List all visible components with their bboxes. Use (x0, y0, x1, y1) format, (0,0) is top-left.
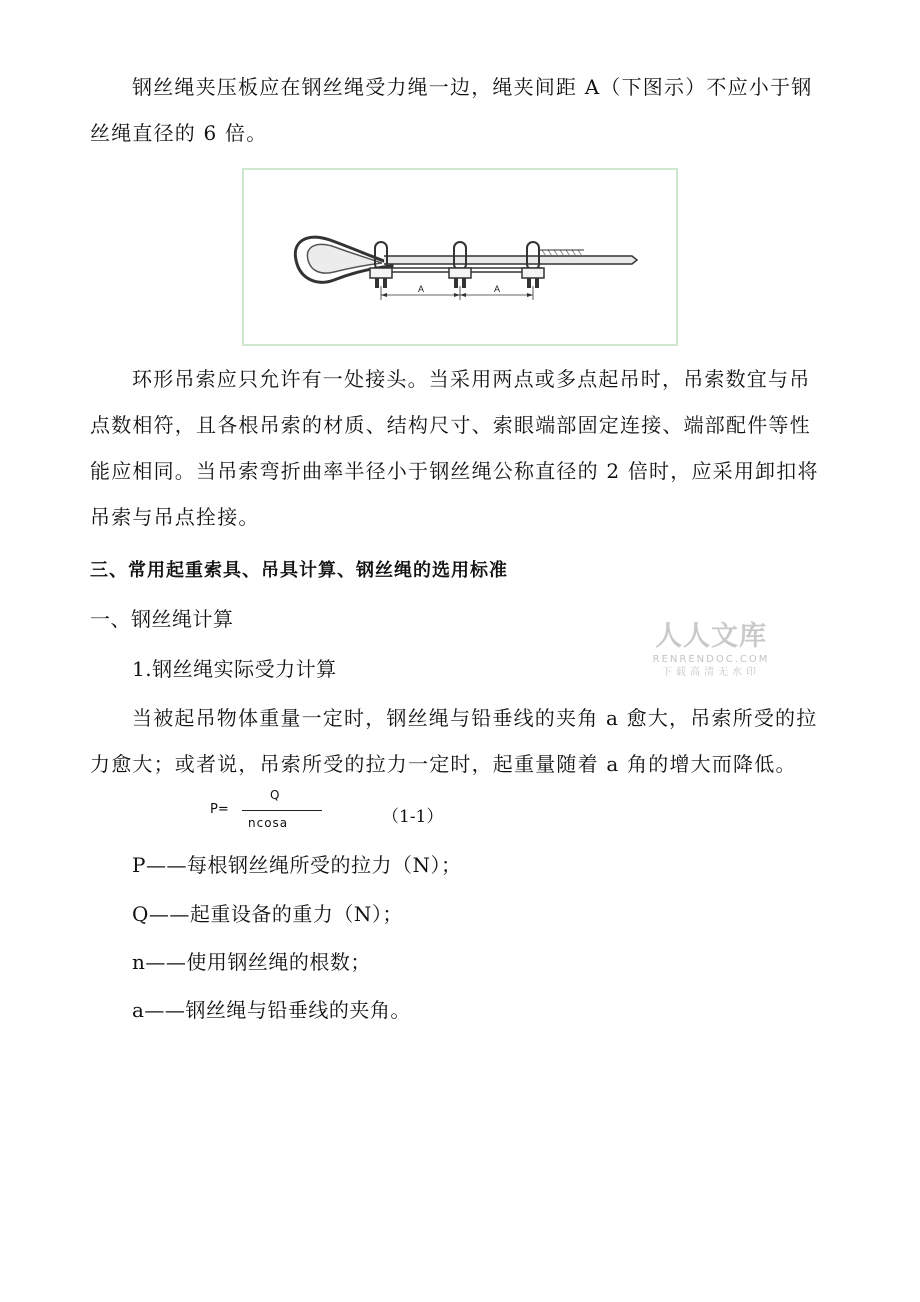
dimension-label-a1: A (418, 284, 425, 294)
text-line: 钢丝绳夹压板应在钢丝绳受力绳一边，绳夹间距 A（下图示）不应小于钢 (132, 75, 813, 99)
paragraph-clamp-rule (90, 64, 830, 156)
text-line: 力愈大；或者说，吊索所受的拉力一定时，起重量随着 a 角的增大而降低。 (90, 752, 797, 776)
watermark-domain: RENRENDOC.COM (652, 654, 770, 665)
formula-lhs: P= (210, 802, 229, 817)
definition-item: a——钢丝绳与铅垂线的夹角。 (132, 998, 411, 1022)
watermark-slogan: 下载高清无水印 (662, 667, 760, 678)
formula-numerator: Q (270, 788, 280, 802)
watermark (646, 620, 776, 686)
section-heading: 三、常用起重索具、吊具计算、钢丝绳的选用标准 (90, 560, 508, 581)
text-line: 丝绳直径的 6 倍。 (90, 121, 268, 145)
subsubsection-heading: 1.钢丝绳实际受力计算 (132, 657, 337, 681)
text-line: 环形吊索应只允许有一处接头。当采用两点或多点起吊时，吊索数宜与吊 (132, 367, 811, 391)
formula-tag: （1-1） (382, 807, 444, 827)
formula-1-1 (210, 790, 470, 840)
dimension-label-a2: A (494, 284, 501, 294)
text-line: 能应相同。当吊索弯折曲率半径小于钢丝绳公称直径的 2 倍时，应采用卸扣将 (90, 459, 819, 483)
text-line: 点数相符，且各根吊索的材质、结构尺寸、索眼端部固定连接、端部配件等性 (90, 413, 811, 437)
watermark-title: 人人文库 (655, 621, 767, 652)
fraction-bar (242, 810, 322, 811)
definition-item: P——每根钢丝绳所受的拉力（N）； (132, 853, 462, 877)
text-line: 吊索与吊点拴接。 (90, 505, 260, 529)
paragraph-ring-sling (90, 356, 830, 540)
text-line: 当被起吊物体重量一定时，钢丝绳与铅垂线的夹角 a 愈大，吊索所受的拉 (132, 706, 818, 730)
definition-item: n——使用钢丝绳的根数； (132, 950, 371, 974)
wire-rope-clip-figure (242, 168, 678, 346)
formula-denominator: ncosa (248, 816, 289, 830)
subsection-heading: 一、钢丝绳计算 (90, 607, 234, 631)
wire-rope-clip-diagram (242, 168, 678, 346)
definition-item: Q——起重设备的重力（N）； (132, 902, 403, 926)
paragraph-angle-effect (90, 695, 830, 787)
rope-main (384, 256, 637, 264)
